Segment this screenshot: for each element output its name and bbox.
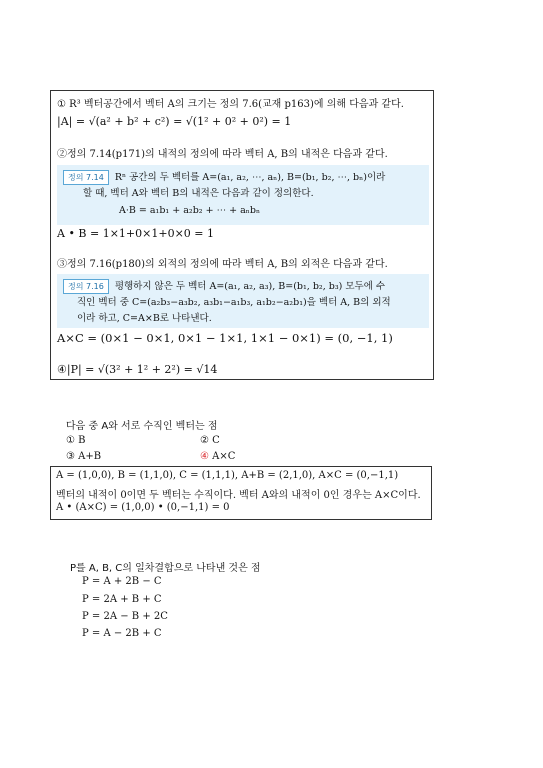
- item2-math: A • B = 1×1+0×1+0×0 = 1: [57, 227, 215, 240]
- definition-tag: 정의 7.14: [63, 170, 109, 185]
- explanation-line1: A = (1,0,0), B = (1,1,0), C = (1,1,1), A+B = (2,1,0), A×C = (0,−1,1): [56, 470, 399, 481]
- question1-prompt: 다음 중 A와 서로 수직인 벡터는 점: [66, 421, 218, 432]
- definition-7-16: [57, 274, 429, 328]
- item1-math: |A| = √(a² + b² + c²) = √(1² + 0² + 0²) = 1: [57, 115, 292, 128]
- item3-text: ③정의 7.16(p180)의 외적의 정의에 따라 벡터 A, B의 외적은 다음과 같다.: [57, 259, 388, 270]
- item1-text: ① R³ 벡터공간에서 벡터 A의 크기는 정의 7.6(교재 p163)에 의해 다음과 같다.: [57, 99, 404, 110]
- question2-choice-3[interactable]: P = 2A − B + 2C: [82, 611, 168, 622]
- explanation-box: [50, 466, 432, 520]
- question2-choice-4[interactable]: P = A − 2B + C: [82, 628, 162, 639]
- def714-line1: Rⁿ 공간의 두 벡터를 A=(a₁, a₂, ⋯, aₙ), B=(b₁, b₂, ⋯, bₙ)이라: [114, 172, 386, 183]
- definition-7-14: [57, 165, 429, 225]
- def714-formula: A·B = a₁b₁ + a₂b₂ + ⋯ + aₙbₙ: [119, 205, 261, 216]
- question1-choice-3[interactable]: ③ A+B: [66, 451, 102, 462]
- answer-mark: ④: [200, 451, 209, 462]
- def716-line3: 이라 하고, C=A×B로 나타낸다.: [77, 313, 212, 324]
- def714-line2: 할 때, 벡터 A와 벡터 B의 내적은 다음과 같이 정의한다.: [83, 188, 314, 199]
- explanation-line3: A • (A×C) = (1,0,0) • (0,−1,1) = 0: [56, 502, 230, 513]
- def716-line2: 직인 벡터 중 C=(a₂b₃−a₃b₂, a₃b₁−a₁b₃, a₁b₂−a₂b₁)을 벡터 A, B의 외적: [77, 297, 391, 308]
- explanation-line2: 벡터의 내적이 0이면 두 벡터는 수직이다. 벡터 A와의 내적이 0인 경우는 A×C이다.: [56, 490, 421, 501]
- def716-line1: 평행하지 않은 두 벡터 A=(a₁, a₂, a₃), B=(b₁, b₂, b₃) 모두에 수: [114, 281, 386, 292]
- item4-math: ④|P| = √(3² + 1² + 2²) = √14: [57, 363, 218, 376]
- question2-prompt: P를 A, B, C의 일차결합으로 나타낸 것은 점: [70, 563, 261, 574]
- choice-4-text: A×C: [208, 451, 236, 462]
- item2-text: ②정의 7.14(p171)의 내적의 정의에 따라 벡터 A, B의 내적은 다음과 같다.: [57, 149, 388, 160]
- question1-choice-2[interactable]: ② C: [200, 435, 220, 446]
- question2-choice-2[interactable]: P = 2A + B + C: [82, 594, 162, 605]
- definition-tag: 정의 7.16: [63, 279, 109, 294]
- question2-choice-1[interactable]: P = A + 2B − C: [82, 576, 162, 587]
- solution-box: [50, 90, 434, 380]
- item3-math: A×C = (0×1 − 0×1, 0×1 − 1×1, 1×1 − 0×1) = (0, −1, 1): [57, 331, 393, 345]
- question1-choice-4[interactable]: [200, 451, 235, 462]
- question1-choice-1[interactable]: ① B: [66, 435, 86, 446]
